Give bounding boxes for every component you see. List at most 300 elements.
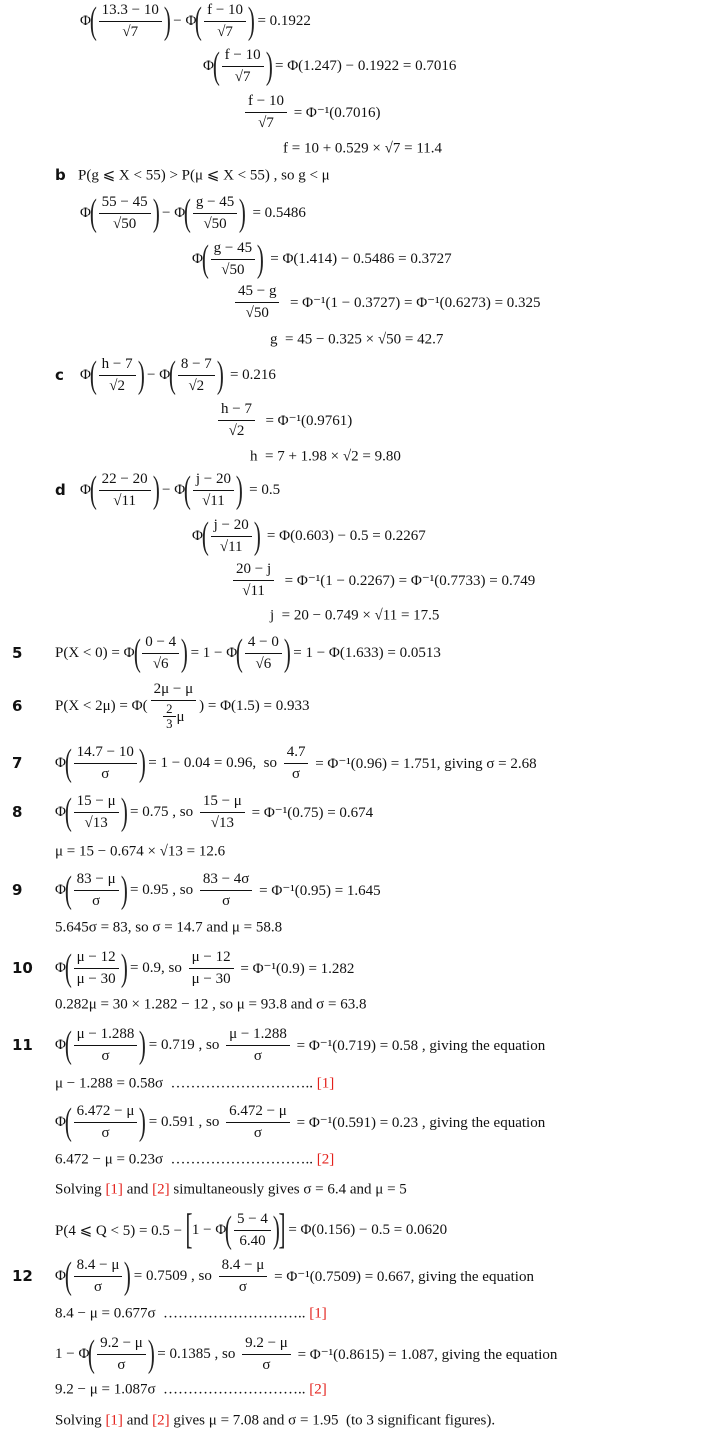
math-text: μ − 1.288 = 0.58σ ……………………….. — [55, 1075, 317, 1092]
parenthesized-fraction — [203, 240, 263, 278]
math-text: simultaneously gives σ = 6.4 and μ = 5 — [169, 1181, 407, 1198]
fraction-denominator — [251, 1125, 265, 1142]
solution-line — [55, 997, 366, 1014]
equation-reference: [1] — [105, 1412, 123, 1429]
fraction-denominator — [199, 493, 228, 510]
left-parenthesis: ( — [169, 354, 176, 396]
right-parenthesis: ) — [152, 469, 160, 511]
math-text: √6 — [152, 655, 169, 672]
fraction — [204, 2, 246, 40]
math-text: μ − 12 — [191, 949, 231, 965]
fraction-denominator — [214, 24, 236, 41]
fraction — [97, 1335, 146, 1373]
left-parenthesis: ( — [225, 1209, 233, 1251]
fraction — [74, 949, 119, 987]
solution-line — [55, 744, 537, 782]
fraction-denominator — [106, 378, 128, 395]
math-text: 0 − 4 — [145, 634, 177, 650]
math-text: σ — [253, 1124, 263, 1141]
fraction — [218, 401, 255, 439]
right-parenthesis: ) — [147, 1333, 155, 1375]
fraction-numerator — [99, 471, 151, 488]
math-text: 5 − 4 — [236, 1211, 268, 1227]
fraction-numerator — [235, 283, 279, 300]
fraction — [211, 517, 252, 555]
math-text: Φ — [55, 803, 66, 820]
equation-reference: [1] — [316, 1075, 335, 1092]
math-text: − Φ — [143, 366, 171, 383]
fraction-denominator — [218, 262, 247, 279]
math-text: = Φ⁻¹(0.75) = 0.674 — [247, 804, 374, 821]
solution-line — [55, 681, 310, 731]
parenthesized-fraction — [226, 1211, 278, 1249]
parenthesized-fraction — [91, 194, 158, 232]
fraction-denominator — [185, 378, 207, 395]
math-text: σ — [92, 892, 101, 909]
fraction — [178, 356, 215, 394]
left-parenthesis: ( — [64, 869, 72, 911]
fraction-numerator — [189, 949, 234, 966]
fraction — [200, 793, 245, 831]
math-text: h − 7 — [221, 401, 252, 417]
solution-line — [250, 449, 401, 466]
fraction-denominator — [243, 305, 272, 322]
solution-line — [55, 949, 354, 987]
math-text: f = 10 + 0.529 × √7 = 11.4 — [283, 140, 443, 157]
equation-reference: [2] — [152, 1181, 170, 1198]
fraction-numerator — [142, 634, 179, 651]
math-text: μ − 12 — [76, 949, 116, 965]
math-text: Φ — [55, 1267, 66, 1284]
fraction-denominator — [189, 971, 234, 988]
math-text: 8.4 − μ = 0.677σ ……………………….. — [55, 1305, 310, 1322]
fraction — [74, 1103, 138, 1141]
left-parenthesis: ( — [201, 238, 209, 280]
math-text: and — [122, 1181, 153, 1198]
fraction-numerator — [245, 93, 287, 110]
solution-line — [55, 1257, 534, 1295]
solution-line — [192, 240, 452, 278]
math-text: Φ — [192, 250, 203, 267]
math-text: μ — [176, 708, 185, 725]
math-text: = 0.95 , so — [126, 881, 197, 898]
math-text: σ — [262, 1356, 271, 1373]
fraction-numerator — [200, 871, 253, 888]
math-text: Φ — [80, 204, 91, 221]
left-parenthesis: ( — [64, 1024, 72, 1066]
parenthesized-fraction — [66, 949, 126, 987]
fraction — [226, 1026, 290, 1064]
math-text: 6.40 — [239, 1232, 266, 1249]
math-text: 1 − Φ — [55, 1345, 90, 1362]
math-text: = 0.7509 , so — [130, 1267, 216, 1284]
parenthesized-fraction — [170, 356, 222, 394]
fraction-bar — [74, 890, 119, 891]
math-text: 9.2 − μ — [100, 1335, 143, 1351]
math-text: 6.472 − μ — [229, 1103, 287, 1119]
parenthesized-fraction — [214, 47, 271, 85]
solution-line — [55, 1026, 545, 1064]
math-text: μ − 1.288 — [76, 1026, 135, 1042]
math-text: − Φ — [169, 12, 197, 29]
solution-line — [230, 561, 535, 599]
math-text: √50 — [221, 261, 245, 278]
math-text: = 0.1922 — [253, 12, 311, 29]
math-text: = 0.216 — [222, 366, 276, 383]
solution-line — [55, 793, 373, 831]
equation-reference: [2] — [152, 1412, 170, 1429]
fraction-denominator — [259, 1357, 273, 1374]
fraction-bar — [242, 1354, 291, 1355]
math-text: 6.472 − μ — [76, 1103, 135, 1119]
fraction — [222, 47, 264, 85]
left-parenthesis: ( — [64, 742, 72, 784]
parenthesized-fraction — [135, 634, 187, 672]
right-parenthesis: ) — [235, 469, 243, 511]
fraction-numerator — [151, 681, 197, 698]
parenthesized-fraction — [66, 871, 126, 909]
fraction — [163, 703, 175, 732]
solution-line — [80, 2, 311, 40]
fraction — [284, 744, 309, 782]
fraction-numerator — [284, 744, 309, 761]
right-parenthesis: ) — [139, 1024, 147, 1066]
fraction-numerator — [163, 703, 175, 716]
fraction-bar — [178, 375, 215, 376]
fraction-numerator — [233, 561, 274, 578]
fraction-numerator — [178, 356, 215, 373]
fraction-denominator — [91, 1279, 105, 1296]
math-text: σ — [222, 892, 231, 909]
fraction-denominator — [236, 1279, 250, 1296]
fraction-numerator — [97, 1335, 146, 1352]
math-text: 20 − j — [236, 561, 272, 577]
fraction-bar — [211, 259, 255, 260]
fraction-bar — [226, 1122, 290, 1123]
left-parenthesis: ( — [89, 192, 97, 234]
math-text: 5.645σ = 83, so σ = 14.7 and μ = 58.8 — [55, 919, 283, 936]
right-parenthesis: ) — [124, 1255, 132, 1297]
solution-line — [55, 634, 441, 672]
math-text: = Φ(0.603) − 0.5 = 0.2267 — [259, 527, 426, 544]
parenthesized-fraction — [185, 194, 245, 232]
left-parenthesis: ( — [64, 1255, 72, 1297]
math-text: ) = Φ(1.5) = 0.933 — [199, 697, 310, 714]
bracket-content — [192, 1211, 279, 1249]
fraction-bar — [204, 21, 246, 22]
math-text: 9.2 − μ = 1.087σ ……………………….. — [55, 1381, 310, 1398]
fraction-bar — [219, 1276, 268, 1277]
math-text: √2 — [109, 377, 125, 394]
math-text: = Φ(0.156) − 0.5 = 0.0620 — [284, 1221, 448, 1238]
math-text: Φ — [55, 959, 66, 976]
fraction-denominator — [150, 656, 172, 673]
question-number: 12 — [12, 1267, 33, 1285]
math-text: Φ — [80, 366, 91, 383]
parenthesized-fraction — [89, 1335, 153, 1373]
parenthesized-fraction — [66, 1257, 130, 1295]
fraction-bar — [245, 112, 287, 113]
right-parenthesis: ) — [163, 0, 171, 42]
math-text: and — [122, 1412, 153, 1429]
parenthesized-fraction — [66, 1026, 145, 1064]
fraction — [200, 871, 253, 909]
solution-line — [55, 1182, 407, 1199]
math-text: μ − 1.288 — [229, 1026, 287, 1042]
solution-line — [55, 1209, 447, 1251]
fraction-denominator — [89, 893, 103, 910]
math-text: = 0.5 — [241, 481, 281, 498]
math-text: = Φ⁻¹(0.9) = 1.282 — [236, 960, 355, 977]
fraction-denominator — [159, 703, 187, 732]
solution-line — [232, 283, 541, 321]
math-text: σ — [101, 1124, 110, 1141]
math-text: σ — [101, 765, 110, 782]
math-text: j − 20 — [213, 517, 249, 533]
math-text: 15 − μ — [202, 793, 242, 809]
fraction — [235, 283, 279, 321]
math-text: − Φ — [158, 481, 186, 498]
fraction-bar — [74, 812, 119, 813]
math-text: j − 20 — [195, 471, 231, 487]
math-text: = 0.591 , so — [145, 1113, 224, 1130]
question-number: 8 — [12, 803, 23, 821]
math-text: √13 — [84, 814, 108, 831]
math-text: = Φ(1.247) − 0.1922 = 0.7016 — [271, 57, 457, 74]
math-text: = Φ⁻¹(0.9761) — [257, 412, 353, 429]
fraction-denominator — [114, 1357, 128, 1374]
question-number: 9 — [12, 881, 23, 899]
fraction-denominator — [82, 815, 111, 832]
math-text: σ — [93, 1278, 103, 1295]
parenthesized-fraction — [237, 634, 289, 672]
math-text: √50 — [245, 304, 269, 321]
solution-line — [55, 920, 282, 937]
math-text: Solving — [55, 1412, 106, 1429]
math-text: 3 — [166, 717, 173, 732]
fraction-numerator — [211, 517, 252, 534]
fraction-numerator — [74, 1103, 138, 1120]
solution-line — [55, 1382, 327, 1399]
fraction — [99, 356, 136, 394]
fraction — [245, 634, 282, 672]
math-text: = 0.5486 — [244, 204, 306, 221]
right-parenthesis: ) — [272, 1209, 280, 1251]
math-text: = 0.75 , so — [126, 803, 197, 820]
right-parenthesis: ) — [283, 632, 291, 674]
left-parenthesis: ( — [133, 632, 141, 674]
equation-reference: [2] — [309, 1381, 327, 1398]
parenthesized-fraction — [91, 356, 143, 394]
math-text: μ − 30 — [76, 970, 116, 987]
solution-line — [270, 608, 439, 625]
left-bracket: [ — [185, 1207, 193, 1253]
fraction-bar — [99, 213, 151, 214]
math-text: P(4 ⩽ Q < 5) = 0.5 − — [55, 1222, 186, 1239]
math-text: σ — [238, 1278, 248, 1295]
fraction-numerator — [226, 1103, 290, 1120]
parenthesized-fraction — [196, 2, 253, 40]
left-parenthesis: ( — [64, 791, 72, 833]
math-text: √2 — [228, 422, 245, 439]
parenthesized-fraction — [185, 471, 241, 509]
math-text: 2μ − μ — [153, 681, 194, 697]
math-text: = 1 − Φ(1.633) = 0.0513 — [289, 644, 441, 661]
fraction-bar — [74, 1045, 138, 1046]
math-text: Φ — [80, 481, 91, 498]
fraction-denominator — [163, 718, 175, 731]
fraction — [151, 681, 197, 731]
math-text: 45 − g — [238, 283, 277, 299]
left-parenthesis: ( — [89, 0, 97, 42]
question-number: 5 — [12, 644, 23, 662]
fraction-numerator — [218, 401, 255, 418]
fraction-bar — [218, 420, 255, 421]
right-parenthesis: ) — [256, 238, 264, 280]
fraction-denominator — [98, 766, 112, 783]
right-parenthesis: ) — [265, 45, 273, 87]
fraction-numerator — [74, 949, 119, 966]
fraction — [74, 871, 119, 909]
fraction-denominator — [232, 69, 254, 86]
question-number: 11 — [12, 1036, 33, 1054]
parenthesized-fraction — [91, 471, 158, 509]
math-text: = Φ⁻¹(1 − 0.2267) = Φ⁻¹(0.7733) = 0.749 — [277, 572, 536, 589]
left-parenthesis: ( — [64, 947, 72, 989]
fraction-denominator — [200, 216, 229, 233]
math-text: 15 − μ — [76, 793, 116, 809]
math-text: = 1 − 0.04 = 0.96, so — [144, 754, 281, 771]
fraction-numerator — [99, 194, 151, 211]
solution-line — [215, 401, 352, 439]
left-parenthesis: ( — [89, 354, 97, 396]
fraction-bar — [233, 580, 274, 581]
math-text: √6 — [255, 655, 272, 672]
fraction — [219, 1257, 268, 1295]
left-parenthesis: ( — [236, 632, 244, 674]
fraction-numerator — [74, 744, 137, 761]
fraction — [193, 471, 234, 509]
math-text: 14.7 − 10 — [76, 744, 134, 760]
fraction-denominator — [253, 656, 275, 673]
math-text: − Φ — [158, 204, 186, 221]
fraction — [242, 1335, 291, 1373]
fraction-denominator — [239, 583, 268, 600]
equation-reference: [1] — [309, 1305, 327, 1322]
math-text: = Φ⁻¹(1 − 0.3727) = Φ⁻¹(0.6273) = 0.325 — [282, 294, 541, 311]
fraction — [193, 194, 237, 232]
parenthesized-fraction — [66, 793, 126, 831]
fraction-denominator — [98, 1048, 112, 1065]
left-parenthesis: ( — [88, 1333, 96, 1375]
part-label: d — [55, 481, 66, 499]
fraction-denominator — [226, 423, 248, 440]
right-parenthesis: ) — [120, 791, 128, 833]
solution-line — [55, 1413, 495, 1430]
solution-line — [55, 1103, 545, 1141]
fraction-denominator — [110, 493, 139, 510]
right-parenthesis: ) — [152, 192, 160, 234]
fraction-denominator — [219, 893, 233, 910]
math-text: g = 45 − 0.325 × √50 = 42.7 — [270, 331, 444, 348]
fraction-numerator — [74, 793, 119, 810]
fraction-denominator — [236, 1233, 268, 1250]
math-text: 4 − 0 — [247, 634, 279, 650]
right-parenthesis: ) — [216, 354, 224, 396]
math-text: f − 10 — [248, 93, 284, 109]
fraction — [99, 471, 151, 509]
fraction-bar — [99, 21, 162, 22]
fraction-numerator — [74, 1257, 123, 1274]
fraction-bar — [245, 653, 282, 654]
solution-line — [78, 166, 330, 185]
math-text: 6.472 − μ = 0.23σ ……………………….. — [55, 1151, 317, 1168]
math-text: P(X < 2μ) = Φ( — [55, 697, 148, 714]
solution-line — [283, 141, 442, 158]
fraction-numerator — [219, 1257, 268, 1274]
fraction — [74, 793, 119, 831]
right-parenthesis: ) — [139, 1101, 147, 1143]
math-text: 4.7 — [286, 744, 306, 760]
math-text: Φ — [80, 12, 91, 29]
math-text: √11 — [242, 582, 265, 599]
math-text: = 0.1385 , so — [153, 1345, 240, 1362]
fraction — [189, 949, 234, 987]
math-text: √7 — [234, 68, 251, 85]
solution-line — [80, 471, 280, 509]
fraction-bar — [189, 968, 234, 969]
solution-line — [270, 332, 443, 349]
math-text: 2 — [166, 701, 173, 716]
math-text: Φ — [55, 1036, 66, 1053]
fraction — [142, 634, 179, 672]
left-parenthesis: ( — [212, 45, 220, 87]
solution-line — [55, 844, 225, 861]
parenthesized-fraction — [91, 2, 170, 40]
math-text: Φ — [55, 754, 66, 771]
math-text: gives μ = 7.08 and σ = 1.95 (to 3 significant figures). — [169, 1412, 496, 1429]
math-text: √50 — [203, 215, 227, 232]
math-text: 9.2 − μ — [245, 1335, 288, 1351]
fraction-denominator — [119, 24, 141, 41]
fraction-numerator — [200, 793, 245, 810]
math-text: f − 10 — [207, 2, 244, 18]
math-text: = Φ⁻¹(0.95) = 1.645 — [255, 882, 381, 899]
solution-line — [80, 356, 276, 394]
fraction-bar — [74, 968, 119, 969]
math-text: 83 − μ — [76, 871, 116, 887]
right-bracket: ] — [278, 1207, 286, 1253]
math-text: 1 − Φ — [191, 1221, 227, 1238]
fraction-bar — [142, 653, 179, 654]
fraction-bar — [151, 700, 197, 701]
fraction-bar — [235, 302, 279, 303]
left-parenthesis: ( — [195, 0, 203, 42]
math-text: 8 − 7 — [180, 356, 212, 372]
solution-line — [55, 871, 381, 909]
solution-line — [55, 1306, 327, 1323]
solution-line — [203, 47, 456, 85]
fraction-numerator — [234, 1211, 271, 1228]
equation-reference: [2] — [316, 1151, 335, 1168]
math-text: = 0.9, so — [126, 959, 186, 976]
fraction — [233, 561, 274, 599]
math-text: Φ — [55, 881, 66, 898]
fraction — [74, 1257, 123, 1295]
fraction-bar — [226, 1045, 290, 1046]
fraction-denominator — [74, 971, 119, 988]
parenthesized-fraction — [203, 517, 259, 555]
